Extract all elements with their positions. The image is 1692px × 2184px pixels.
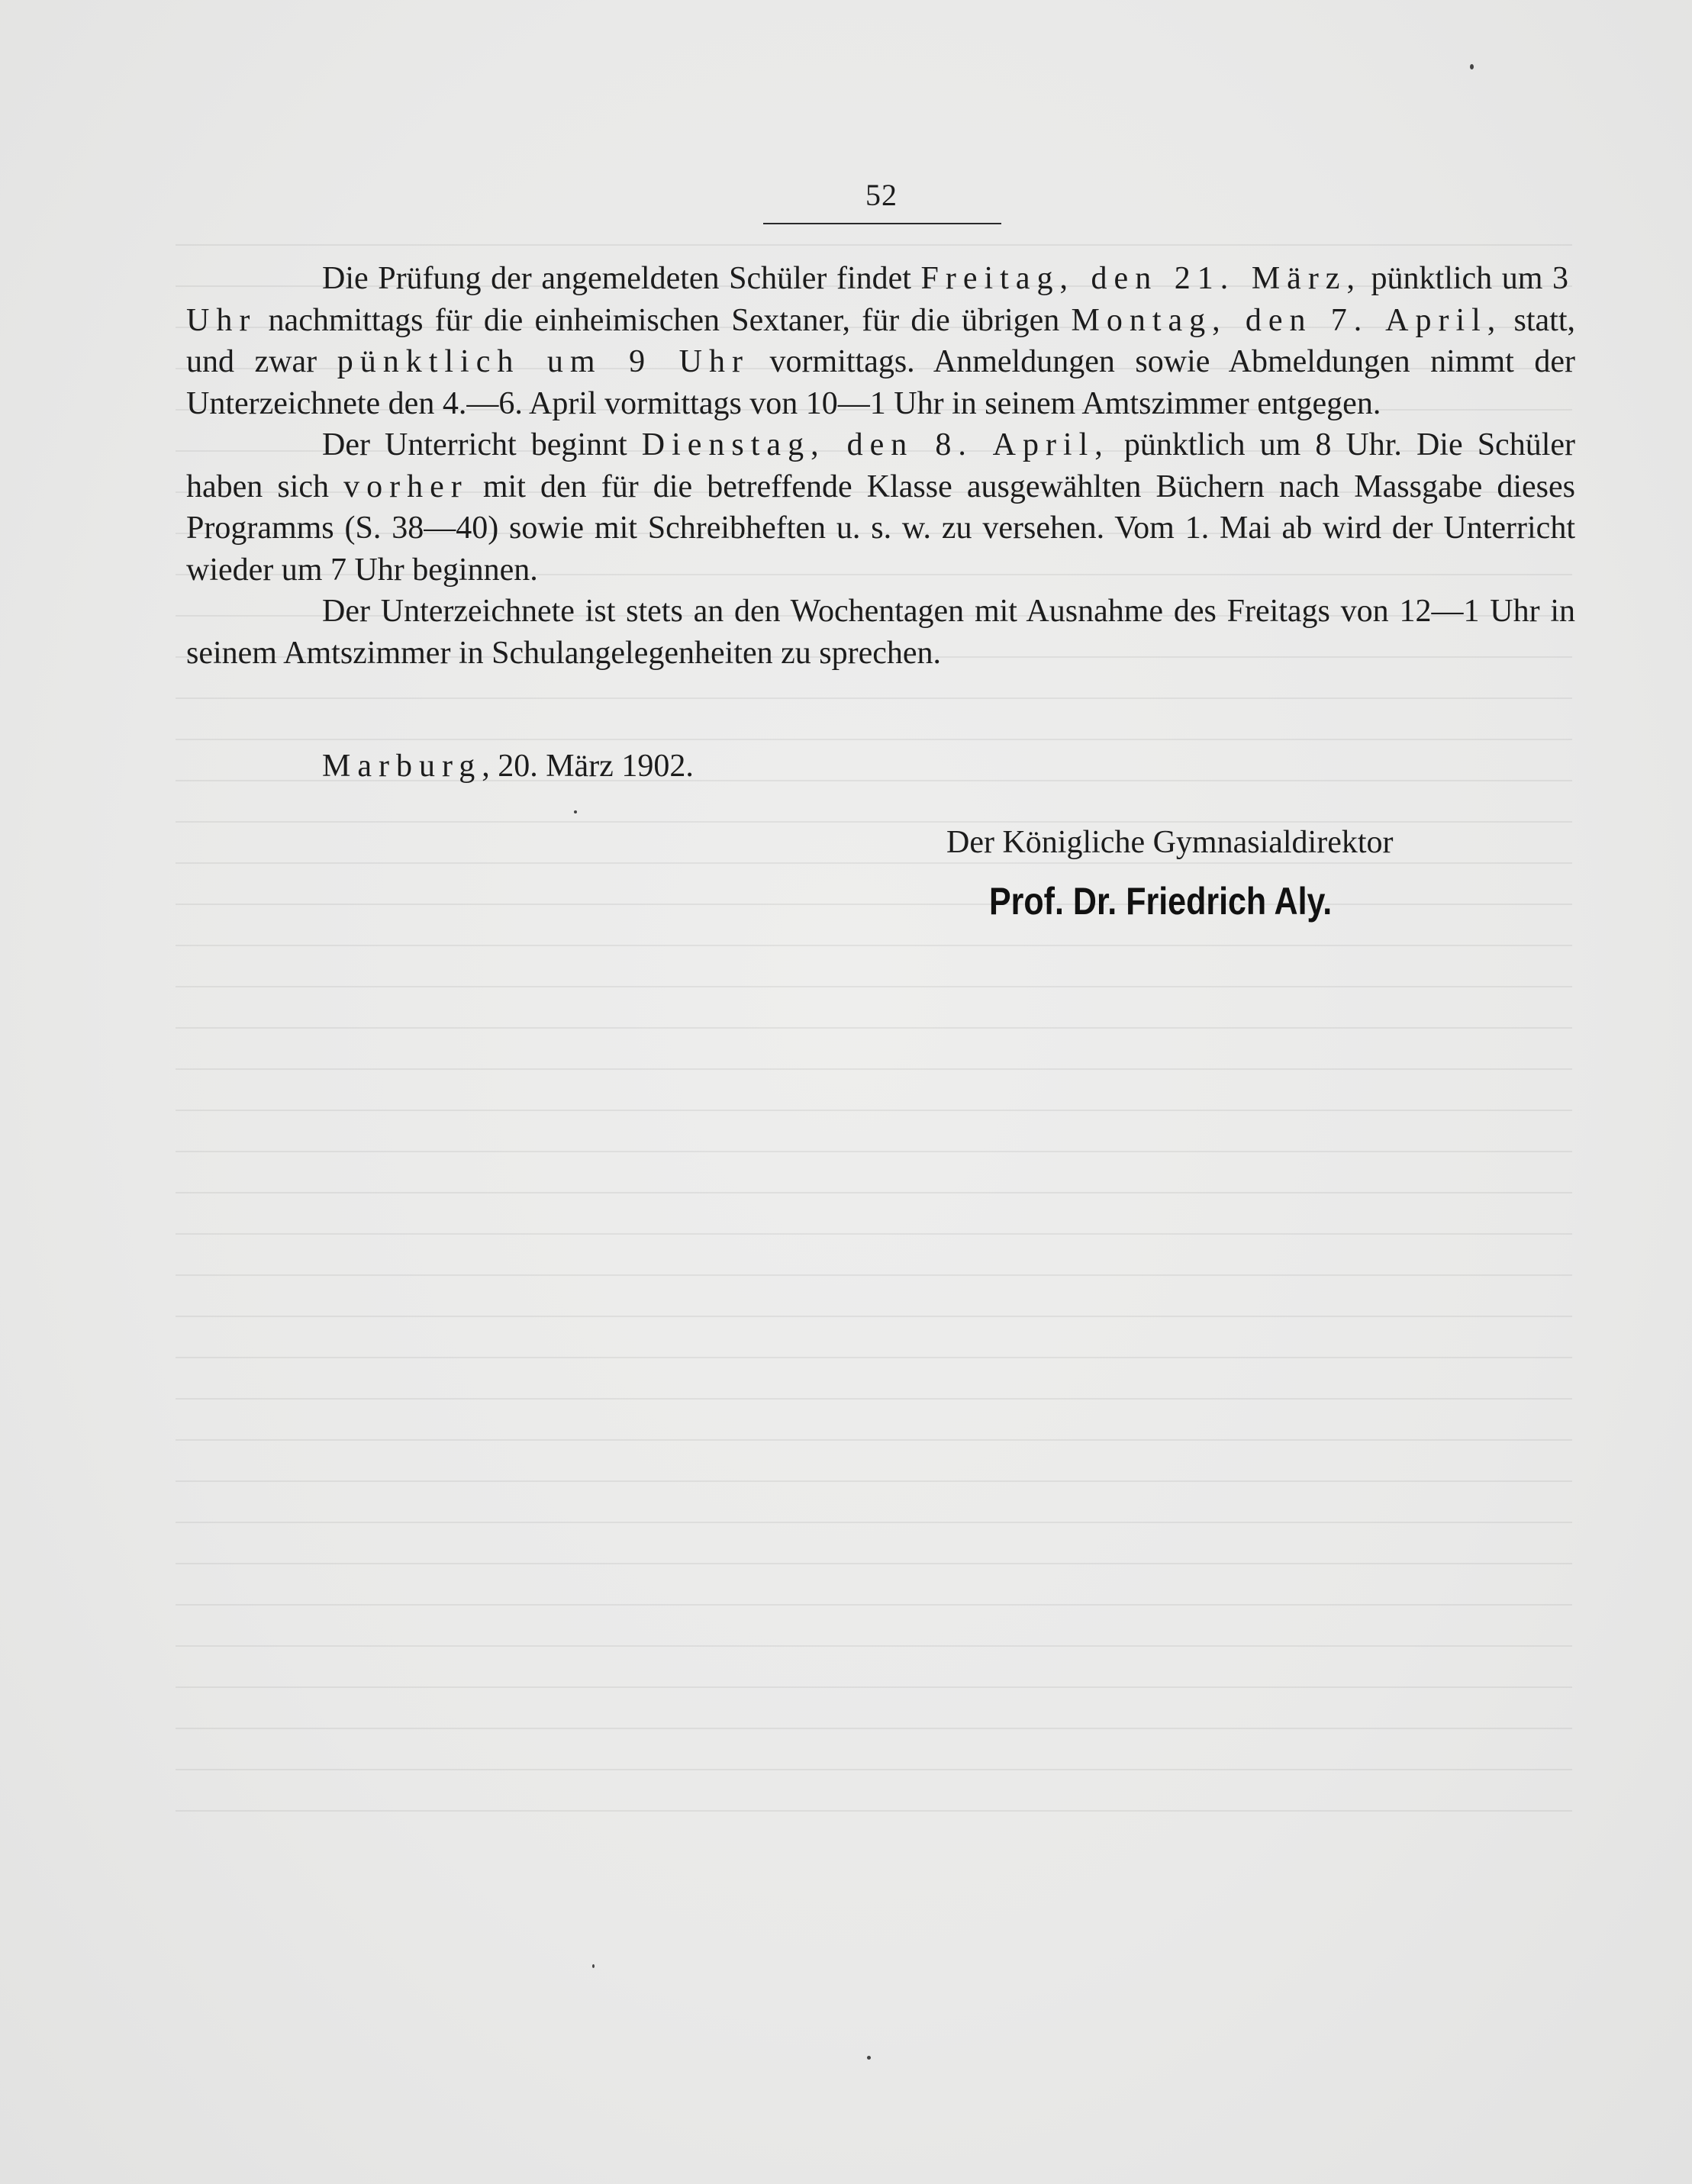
text-segment: Der Unterricht beginnt [322,427,642,462]
text-segment: vormittags. Anmeldungen sowie Abmeldungen nimmt der Unterzeichnete den 4.—6. April vormittags von 10—1 Uhr in seinem Amtszimmer entgegen. [186,344,1575,421]
body-paragraph [186,591,1575,674]
signatory-name: Prof. Dr. Friedrich Aly. [989,880,1333,923]
emphasized-text: vorher [343,469,469,504]
text-segment: nachmittags für die einheimischen Sextaner, für die übrigen [256,302,1072,338]
scan-speck [867,2056,871,2060]
scan-speck [1470,64,1474,69]
text-segment: pünktlich um 8 Uhr. Die Schüler haben sich [186,427,1575,504]
text-segment: statt, und zwar [186,302,1576,379]
header-rule [763,223,1001,224]
emphasized-text: Montag, den 7. April, [1071,302,1503,338]
text-segment: Der Unterzeichnete ist stets an den Wochentagen mit Ausnahme des Freitags von 12—1 Uhr in seinem Amtszimmer in Schulangelegenheiten zu sprechen. [186,594,1575,671]
body-paragraph [186,424,1575,591]
text-segment: mit den für die betreffende Klasse ausgewählten Büchern nach Massgabe dieses Programms (S. 38—40) sowie mit Schreibheften u. s. w. zu versehen. Vom 1. Mai ab wird der Unterricht wieder um 7 Uhr beginnen. [186,469,1575,588]
scan-speck [592,1964,595,1968]
body-paragraph [186,258,1575,424]
text-segment: pünktlich um [1361,261,1552,296]
emphasized-text: pünktlich um 9 Uhr [337,344,749,379]
emphasized-text: Dienstag, den 8. April, [641,427,1110,462]
place-name: Marburg [322,749,482,784]
emphasized-text: 3 Uhr [186,261,1575,338]
place-date-line [322,748,694,784]
emphasized-text: Freitag, den 21. März, [920,261,1362,296]
text-segment: Die Prüfung der angemeldeten Schüler findet [322,261,921,296]
scan-speck [574,810,577,813]
date-text: , 20. März 1902. [482,749,694,784]
body-text [186,258,1575,674]
signatory-title: Der Königliche Gymnasialdirektor [946,825,1394,860]
page-number: 52 [865,178,898,212]
